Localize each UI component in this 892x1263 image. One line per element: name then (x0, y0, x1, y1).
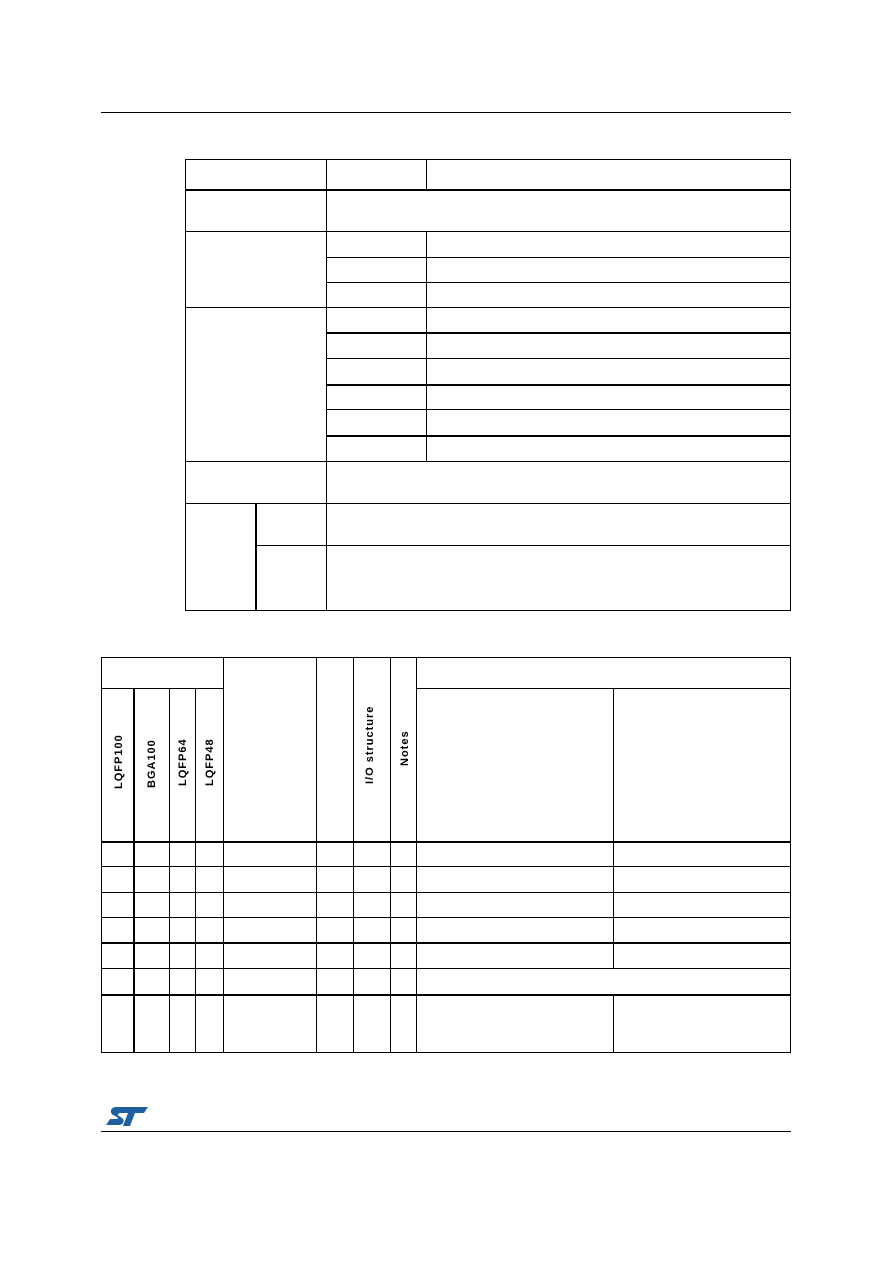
top-rule (101, 112, 791, 113)
package-label-lqfp48: LQFP48 (204, 738, 216, 786)
notes-label: Notes (399, 730, 411, 766)
bottom-rule (101, 1131, 791, 1132)
package-label-bga100: BGA100 (146, 739, 158, 788)
package-label-lqfp64: LQFP64 (177, 738, 189, 786)
st-logo-icon (104, 1104, 150, 1128)
package-label-lqfp100: LQFP100 (113, 734, 125, 789)
io-structure-label: I/O structure (364, 705, 376, 784)
